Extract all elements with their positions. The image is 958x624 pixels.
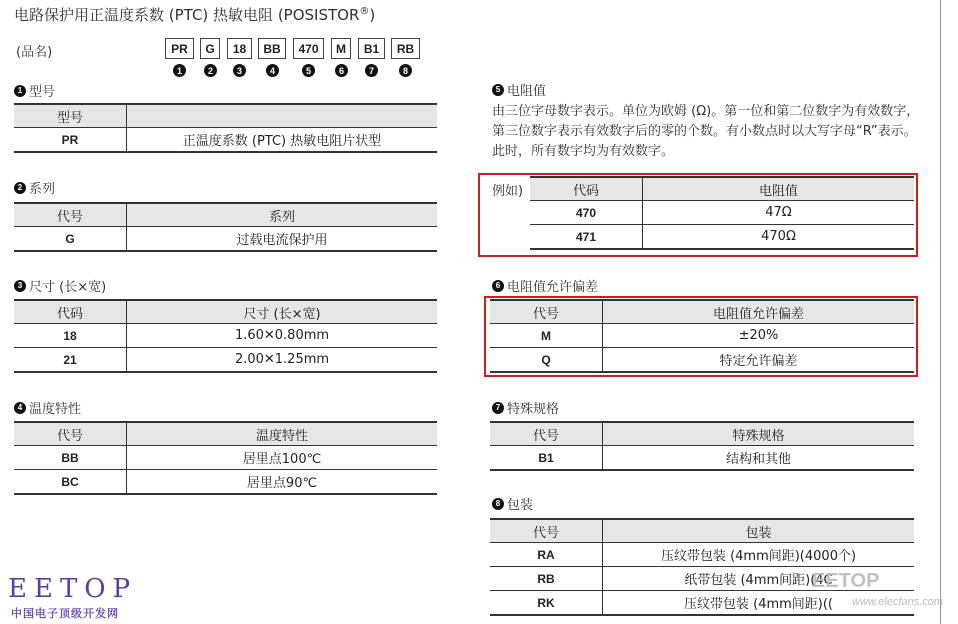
- pn-index-2: 2: [204, 64, 217, 77]
- table-header: 代号: [490, 519, 603, 543]
- pn-index-4: 4: [266, 64, 279, 77]
- table-header: 特殊规格: [603, 422, 915, 446]
- table-row: RB 纸带包装 (4mm间距)(4C: [490, 567, 914, 591]
- table-row: M ±20%: [490, 324, 914, 348]
- tolerance-table: [490, 299, 914, 373]
- size-section-heading: 3 尺寸 (长×宽): [14, 276, 106, 295]
- eetop-logo: EETOP: [8, 574, 138, 604]
- series-table: [14, 202, 437, 252]
- section-number-badge: 6: [492, 280, 504, 292]
- table-header: [127, 104, 438, 128]
- pn-box-series: G: [200, 38, 220, 59]
- example-label: 例如): [492, 184, 524, 199]
- section-number-badge: 8: [492, 498, 504, 510]
- pn-index-3: 3: [233, 64, 246, 77]
- table-header: 代号: [14, 422, 127, 446]
- page-edge-rule: [940, 0, 941, 624]
- size-table: [14, 299, 437, 373]
- pn-box-tolerance: M: [331, 38, 351, 59]
- section-number-badge: 7: [492, 402, 504, 414]
- table-row: 470 47Ω: [530, 201, 914, 225]
- packaging-section-heading: 8 包装: [492, 494, 533, 513]
- type-table: [14, 103, 437, 153]
- type-section-heading: 1 型号: [14, 81, 55, 100]
- pn-box-temp: BB: [258, 38, 286, 59]
- pn-index-8: 8: [399, 64, 412, 77]
- table-row: BB 居里点100℃: [14, 446, 437, 470]
- resistance-section-heading: 5 电阻值: [492, 80, 546, 99]
- table-row: RK 压纹带包装 (4mm间距)((: [490, 591, 914, 616]
- temp-table: [14, 421, 437, 495]
- pn-box-size: 18: [227, 38, 252, 59]
- table-header: 系列: [127, 203, 438, 227]
- resistance-table: [530, 176, 914, 250]
- table-header: 型号: [14, 104, 127, 128]
- temp-section-heading: 4 温度特性: [14, 398, 81, 417]
- section-number-badge: 5: [492, 84, 504, 96]
- watermark-overlay: EETOP: [812, 570, 880, 592]
- pn-box-type: PR: [165, 38, 194, 59]
- section-number-badge: 1: [14, 85, 26, 97]
- document-title: 电路保护用正温度系数 (PTC) 热敏电阻 (POSISTOR®): [14, 6, 376, 24]
- table-row: G 过载电流保护用: [14, 227, 437, 252]
- resistance-description: 由三位字母数字表示。单位为欧姆 (Ω)。第一位和第二位数字为有效数字，第三位数字表示有效数字后的零的个数。有小数点时以大写字母“R”表示。此时，所有数字均为有效数字。: [492, 104, 920, 159]
- pn-box-packaging: RB: [391, 38, 420, 59]
- table-header: 尺寸 (长×宽): [127, 300, 438, 324]
- table-row: B1 结构和其他: [490, 446, 914, 471]
- table-header: 包装: [603, 519, 915, 543]
- table-header: 电阻值允许偏差: [603, 300, 915, 324]
- table-row: 21 2.00✕1.25mm: [14, 348, 437, 373]
- table-row: BC 居里点90℃: [14, 470, 437, 495]
- table-header: 代号: [14, 203, 127, 227]
- table-row: PR 正温度系数 (PTC) 热敏电阻片状型: [14, 128, 437, 153]
- table-header: 电阻值: [643, 177, 915, 201]
- special-table: [490, 421, 914, 471]
- table-header: 温度特性: [127, 422, 438, 446]
- eetop-logo-subtitle: 中国电子顶级开发网: [11, 608, 119, 620]
- table-header: 代号: [490, 300, 603, 324]
- pn-index-7: 7: [365, 64, 378, 77]
- pn-index-5: 5: [302, 64, 315, 77]
- table-header: 代码: [14, 300, 127, 324]
- section-number-badge: 2: [14, 182, 26, 194]
- packaging-table: [490, 518, 914, 616]
- special-section-heading: 7 特殊规格: [492, 398, 559, 417]
- watermark-url: www.elecfans.com: [852, 596, 944, 608]
- pn-box-special: B1: [358, 38, 385, 59]
- pn-index-1: 1: [173, 64, 186, 77]
- pn-index-6: 6: [335, 64, 348, 77]
- pn-box-resistance: 470: [293, 38, 324, 59]
- table-row: Q 特定允许偏差: [490, 348, 914, 373]
- tolerance-section-heading: 6 电阻值允许偏差: [492, 276, 598, 295]
- part-number-label: (品名): [16, 45, 53, 60]
- table-header: 代号: [490, 422, 603, 446]
- table-row: RA 压纹带包装 (4mm间距)(4000个): [490, 543, 914, 567]
- table-row: 471 470Ω: [530, 225, 914, 250]
- series-section-heading: 2 系列: [14, 178, 55, 197]
- table-header: 代码: [530, 177, 643, 201]
- section-number-badge: 4: [14, 402, 26, 414]
- table-row: 18 1.60✕0.80mm: [14, 324, 437, 348]
- section-number-badge: 3: [14, 280, 26, 292]
